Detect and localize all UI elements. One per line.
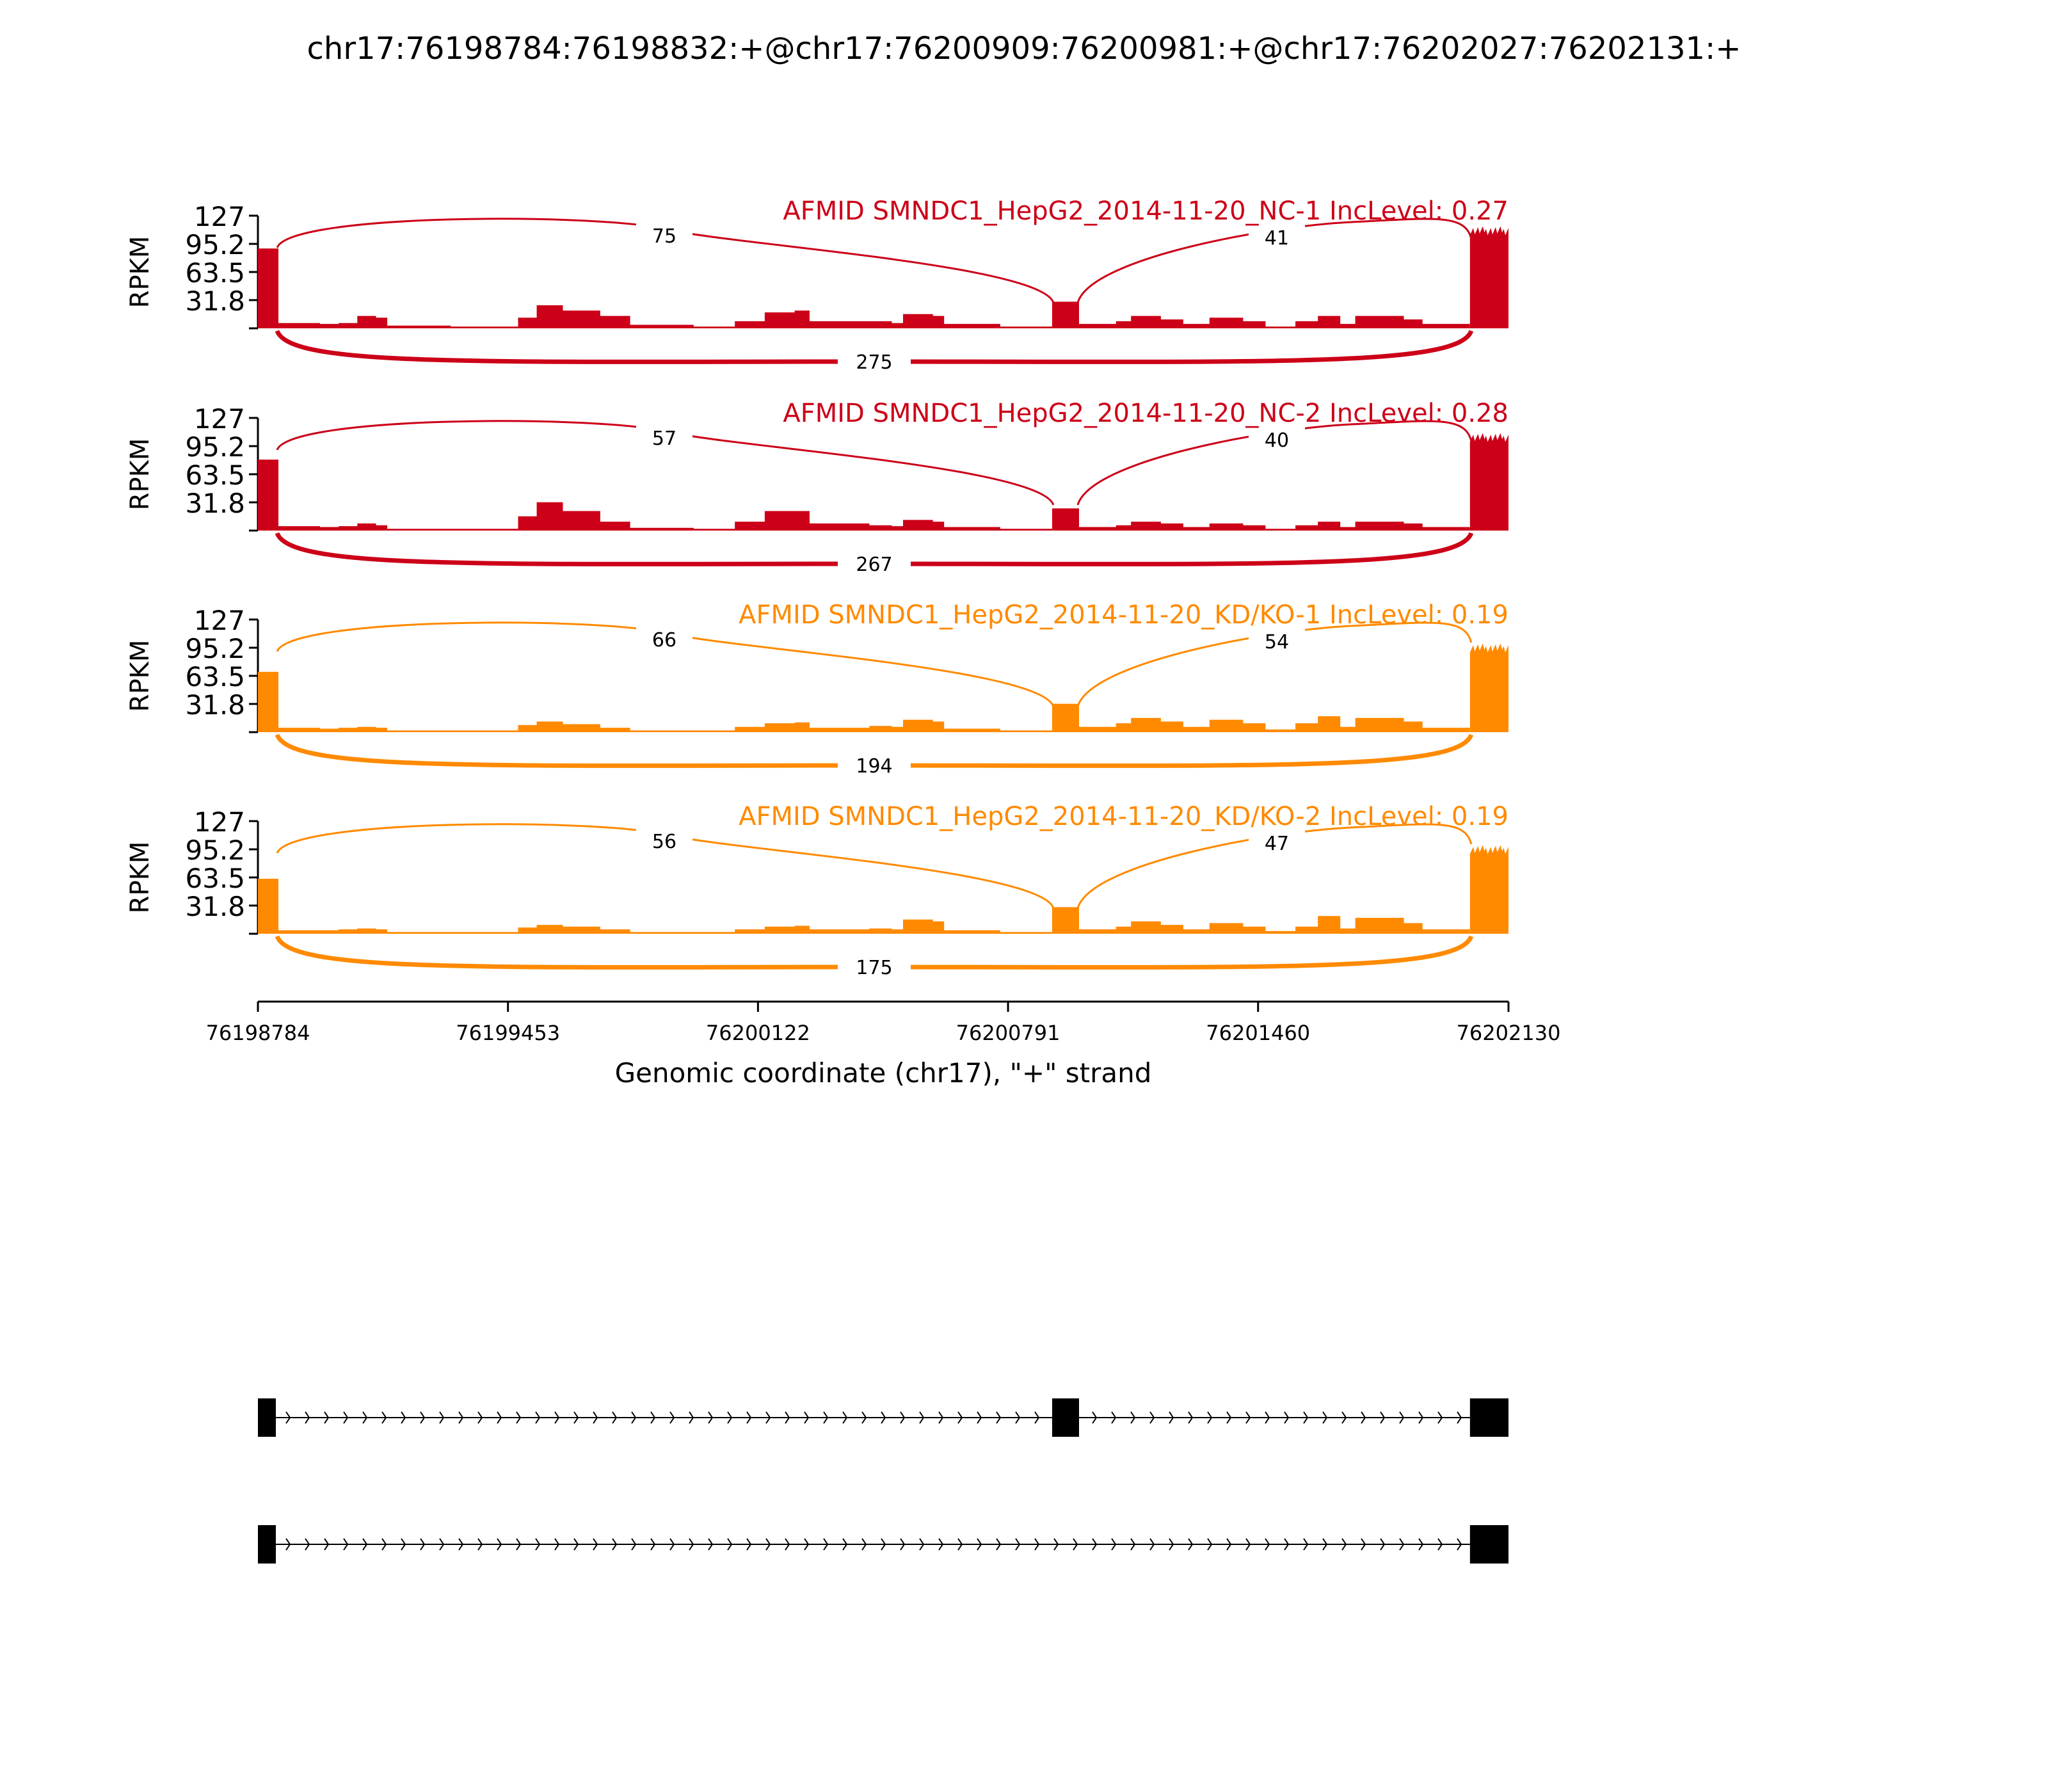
y-tick-label: 127 — [193, 201, 245, 232]
exon2-coverage — [1052, 704, 1079, 732]
downstream-junction-count: 40 — [1264, 429, 1290, 452]
skipping-junction-count: 175 — [856, 957, 893, 979]
x-axis-label: Genomic coordinate (chr17), "+" strand — [614, 1057, 1152, 1089]
y-tick-label: 63.5 — [185, 661, 245, 692]
x-tick-label: 76200791 — [956, 1021, 1060, 1045]
upstream-junction-count: 57 — [652, 428, 677, 450]
exon3-coverage — [1470, 227, 1508, 328]
exon2-coverage — [1052, 907, 1079, 934]
y-tick-label: 95.2 — [185, 633, 245, 665]
upstream-junction-count: 75 — [652, 225, 677, 248]
skipping-junction-count: 194 — [856, 755, 893, 778]
exon-block — [1470, 1525, 1508, 1564]
x-tick-label: 76198784 — [205, 1021, 310, 1045]
y-tick-label: 31.8 — [185, 890, 245, 922]
upstream-junction-count: 66 — [652, 629, 677, 652]
x-tick-label: 76202130 — [1456, 1021, 1561, 1045]
exon1-coverage — [258, 248, 278, 328]
skipping-junction-count: 267 — [856, 554, 893, 576]
y-axis-label: RPKM — [125, 639, 155, 712]
exon1-coverage — [258, 460, 278, 531]
exon1-coverage — [258, 879, 278, 934]
exon3-coverage — [1470, 433, 1508, 531]
y-tick-label: 127 — [193, 806, 245, 838]
exon-block — [1052, 1398, 1079, 1437]
y-tick-label: 63.5 — [185, 460, 245, 491]
exon2-coverage — [1052, 508, 1079, 531]
track-label: AFMID SMNDC1_HepG2_2014-11-20_NC-2 IncLevel: 0.28 — [783, 399, 1508, 428]
y-axis-label: RPKM — [125, 236, 155, 308]
exon3-coverage — [1470, 845, 1508, 934]
y-tick-label: 95.2 — [185, 835, 245, 867]
downstream-junction-count: 47 — [1264, 833, 1290, 855]
x-tick-label: 76201460 — [1206, 1021, 1311, 1045]
exon1-coverage — [258, 672, 278, 732]
y-axis-label: RPKM — [125, 841, 155, 914]
y-tick-label: 31.8 — [185, 487, 245, 519]
downstream-junction-count: 41 — [1264, 227, 1290, 250]
track-label: AFMID SMNDC1_HepG2_2014-11-20_KD/KO-1 IncLevel: 0.19 — [739, 600, 1508, 630]
exon-block — [258, 1525, 276, 1564]
y-axis-label: RPKM — [125, 438, 155, 511]
y-tick-label: 63.5 — [185, 257, 245, 289]
exon-block — [1470, 1398, 1508, 1437]
exon-block — [258, 1398, 276, 1437]
y-tick-label: 31.8 — [185, 285, 245, 317]
x-tick-label: 76200122 — [705, 1021, 810, 1045]
exon2-coverage — [1052, 301, 1079, 328]
track-label: AFMID SMNDC1_HepG2_2014-11-20_NC-1 IncLevel: 0.27 — [783, 196, 1508, 226]
exon3-coverage — [1470, 643, 1508, 732]
y-tick-label: 63.5 — [185, 863, 245, 894]
y-tick-label: 127 — [193, 605, 245, 636]
downstream-junction-count: 54 — [1264, 631, 1290, 653]
track-label: AFMID SMNDC1_HepG2_2014-11-20_KD/KO-2 IncLevel: 0.19 — [739, 802, 1508, 831]
x-tick-label: 76199453 — [456, 1021, 561, 1045]
y-tick-label: 95.2 — [185, 229, 245, 261]
skipping-junction-count: 275 — [856, 351, 893, 374]
y-tick-label: 127 — [193, 403, 245, 435]
y-tick-label: 95.2 — [185, 431, 245, 463]
upstream-junction-count: 56 — [652, 831, 677, 853]
y-tick-label: 31.8 — [185, 689, 245, 721]
figure-title: chr17:76198784:76198832:+@chr17:76200909:76200981:+@chr17:76202027:76202131:+ — [307, 31, 1741, 67]
